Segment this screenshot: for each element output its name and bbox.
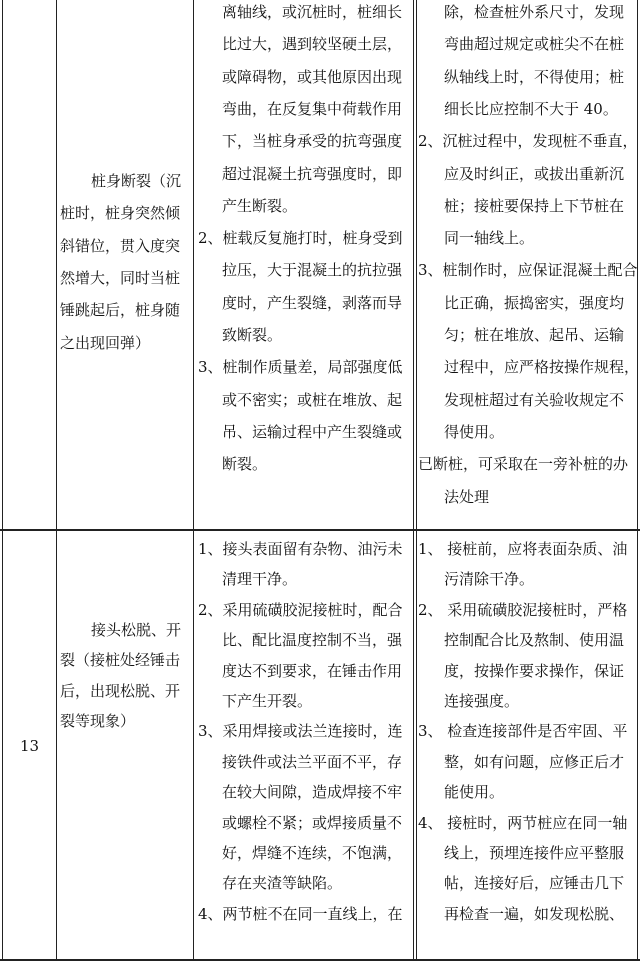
cause-text-line: 断裂。 xyxy=(222,455,268,474)
cause-text-line: 吊、运输过程中产生裂缝或 xyxy=(222,422,403,441)
cause-text-line: 产生断裂。 xyxy=(222,196,298,215)
issue-text-line: 后，出现松脱、开 xyxy=(60,681,181,700)
measure-text-line: 得使用。 xyxy=(444,422,505,441)
measure-text-line: 细长比应控制不大于 40。 xyxy=(444,99,618,118)
measure-text-line: 帖，连接好后，应锤击几下 xyxy=(444,874,625,893)
table-border-left xyxy=(2,0,3,961)
measure-text-line: 再检查一遍，如发现松脱、 xyxy=(444,904,625,923)
issue-text-line: 裂等现象） xyxy=(60,712,136,731)
cause-text-line: 在较大间隙，造成焊接不牢 xyxy=(222,783,403,802)
cause-text-line: 下，当桩身承受的抗弯强度 xyxy=(222,132,403,151)
cause-text-line: 3、采用焊接或法兰连接时，连 xyxy=(198,722,403,741)
row-number: 13 xyxy=(19,737,40,755)
issue-text-line: 然增大，同时当桩 xyxy=(60,268,181,287)
cause-text-line: 拉压，大于混凝土的抗拉强 xyxy=(222,261,403,280)
row-divider xyxy=(0,529,640,531)
measure-text-line: 同一轴线上。 xyxy=(444,229,535,248)
issue-text-line: 锤跳起后，桩身随 xyxy=(60,301,181,320)
cause-text-line: 接铁件或法兰平面不平，存 xyxy=(222,752,403,771)
cause-text-line: 或障碍物，或其他原因出现 xyxy=(222,67,403,86)
measure-text-line: 控制配合比及熬制、使用温 xyxy=(444,631,625,650)
cause-text-line: 离轴线，或沉桩时，桩细长 xyxy=(222,3,403,21)
measure-text-line: 3、 检查连接部件是否牢固、平 xyxy=(418,722,628,741)
measure-text-line: 度，按操作要求操作，保证 xyxy=(444,661,625,680)
measure-text-line: 4、 接桩时，两节桩应在同一轴 xyxy=(418,813,628,832)
measure-text-line: 法处理 xyxy=(444,487,490,506)
cause-text-line: 比过大，遇到较坚硬土层， xyxy=(222,35,403,54)
cause-text-line: 或不密实；或桩在堆放、起 xyxy=(222,390,403,409)
measure-text-line: 连接强度。 xyxy=(444,692,520,710)
cause-text-line: 度达不到要求，在锤击作用 xyxy=(222,661,403,680)
cause-text-line: 好，焊缝不连续，不饱满， xyxy=(222,844,403,862)
cause-text-line: 比、配比温度控制不当，强 xyxy=(222,631,403,650)
measure-text-line: 2、 采用硫磺胶泥接桩时，严格 xyxy=(418,600,628,619)
cause-text-line: 下产生开裂。 xyxy=(222,692,313,710)
issue-text-line: 之出现回弹） xyxy=(60,333,151,352)
measure-text-line: 纵轴线上时，不得使用；桩 xyxy=(444,67,625,86)
measure-text-line: 弯曲超过规定或桩尖不在桩 xyxy=(444,35,625,54)
measure-text-line: 能使用。 xyxy=(444,783,505,802)
cause-text-line: 弯曲，在反复集中荷载作用 xyxy=(222,99,403,118)
cause-text-line: 或螺栓不紧；或焊接质量不 xyxy=(222,813,403,832)
issue-text-line: 斜错位，贯入度突 xyxy=(60,236,181,255)
measure-text-line: 除，检查桩外系尺寸，发现 xyxy=(444,3,625,21)
issue-text-line: 裂（接桩处经锤击 xyxy=(60,651,181,670)
measure-text-line: 污清除干净。 xyxy=(444,570,535,589)
measure-text-line: 已断桩，可采取在一旁补桩的办 xyxy=(418,455,629,474)
column-divider-1 xyxy=(56,0,57,961)
cause-text-line: 1、接头表面留有杂物、油污未 xyxy=(198,540,403,558)
measure-text-line: 发现桩超过有关验收规定不 xyxy=(444,390,625,409)
measure-text-line: 整，如有问题，应修正后才 xyxy=(444,752,625,771)
measure-text-line: 3、桩制作时，应保证混凝土配合 xyxy=(418,261,638,280)
measure-text-line: 应及时纠正，或拔出重新沉 xyxy=(444,164,625,183)
cause-text-line: 2、桩载反复施打时，桩身受到 xyxy=(198,229,403,248)
measure-text-line: 比正确，振捣密实，强度均 xyxy=(444,293,625,312)
measure-text-line: 1、 接桩前，应将表面杂质、油 xyxy=(418,540,628,558)
measure-text-line: 过程中，应严格按操作规程， xyxy=(444,358,640,377)
measure-text-line: 2、沉桩过程中，发现桩不垂直， xyxy=(418,132,638,151)
issue-text-line: 桩时，桩身突然倾 xyxy=(60,204,181,223)
column-divider-3a xyxy=(413,0,414,961)
issue-text-line: 桩身断裂（沉 xyxy=(91,172,182,190)
cause-text-line: 存在夹渣等缺陷。 xyxy=(222,874,343,893)
measure-text-line: 桩；接桩要保持上下节桩在 xyxy=(444,196,625,215)
column-divider-3b xyxy=(416,0,417,961)
cause-text-line: 2、采用硫磺胶泥接桩时，配合 xyxy=(198,600,403,619)
issue-text-line: 接头松脱、开 xyxy=(91,621,182,639)
cause-text-line: 度时，产生裂缝，剥落而导 xyxy=(222,293,403,312)
cause-text-line: 3、桩制作质量差，局部强度低 xyxy=(198,358,403,377)
cause-text-line: 清理干净。 xyxy=(222,570,298,589)
measure-text-line: 匀；桩在堆放、起吊、运输 xyxy=(444,326,625,344)
measure-text-line: 线上，预埋连接件应平整服 xyxy=(444,844,625,862)
cause-text-line: 致断裂。 xyxy=(222,326,283,344)
cause-text-line: 超过混凝土抗弯强度时，即 xyxy=(222,164,403,183)
column-divider-2 xyxy=(193,0,194,961)
cause-text-line: 4、两节桩不在同一直线上，在 xyxy=(198,904,403,923)
